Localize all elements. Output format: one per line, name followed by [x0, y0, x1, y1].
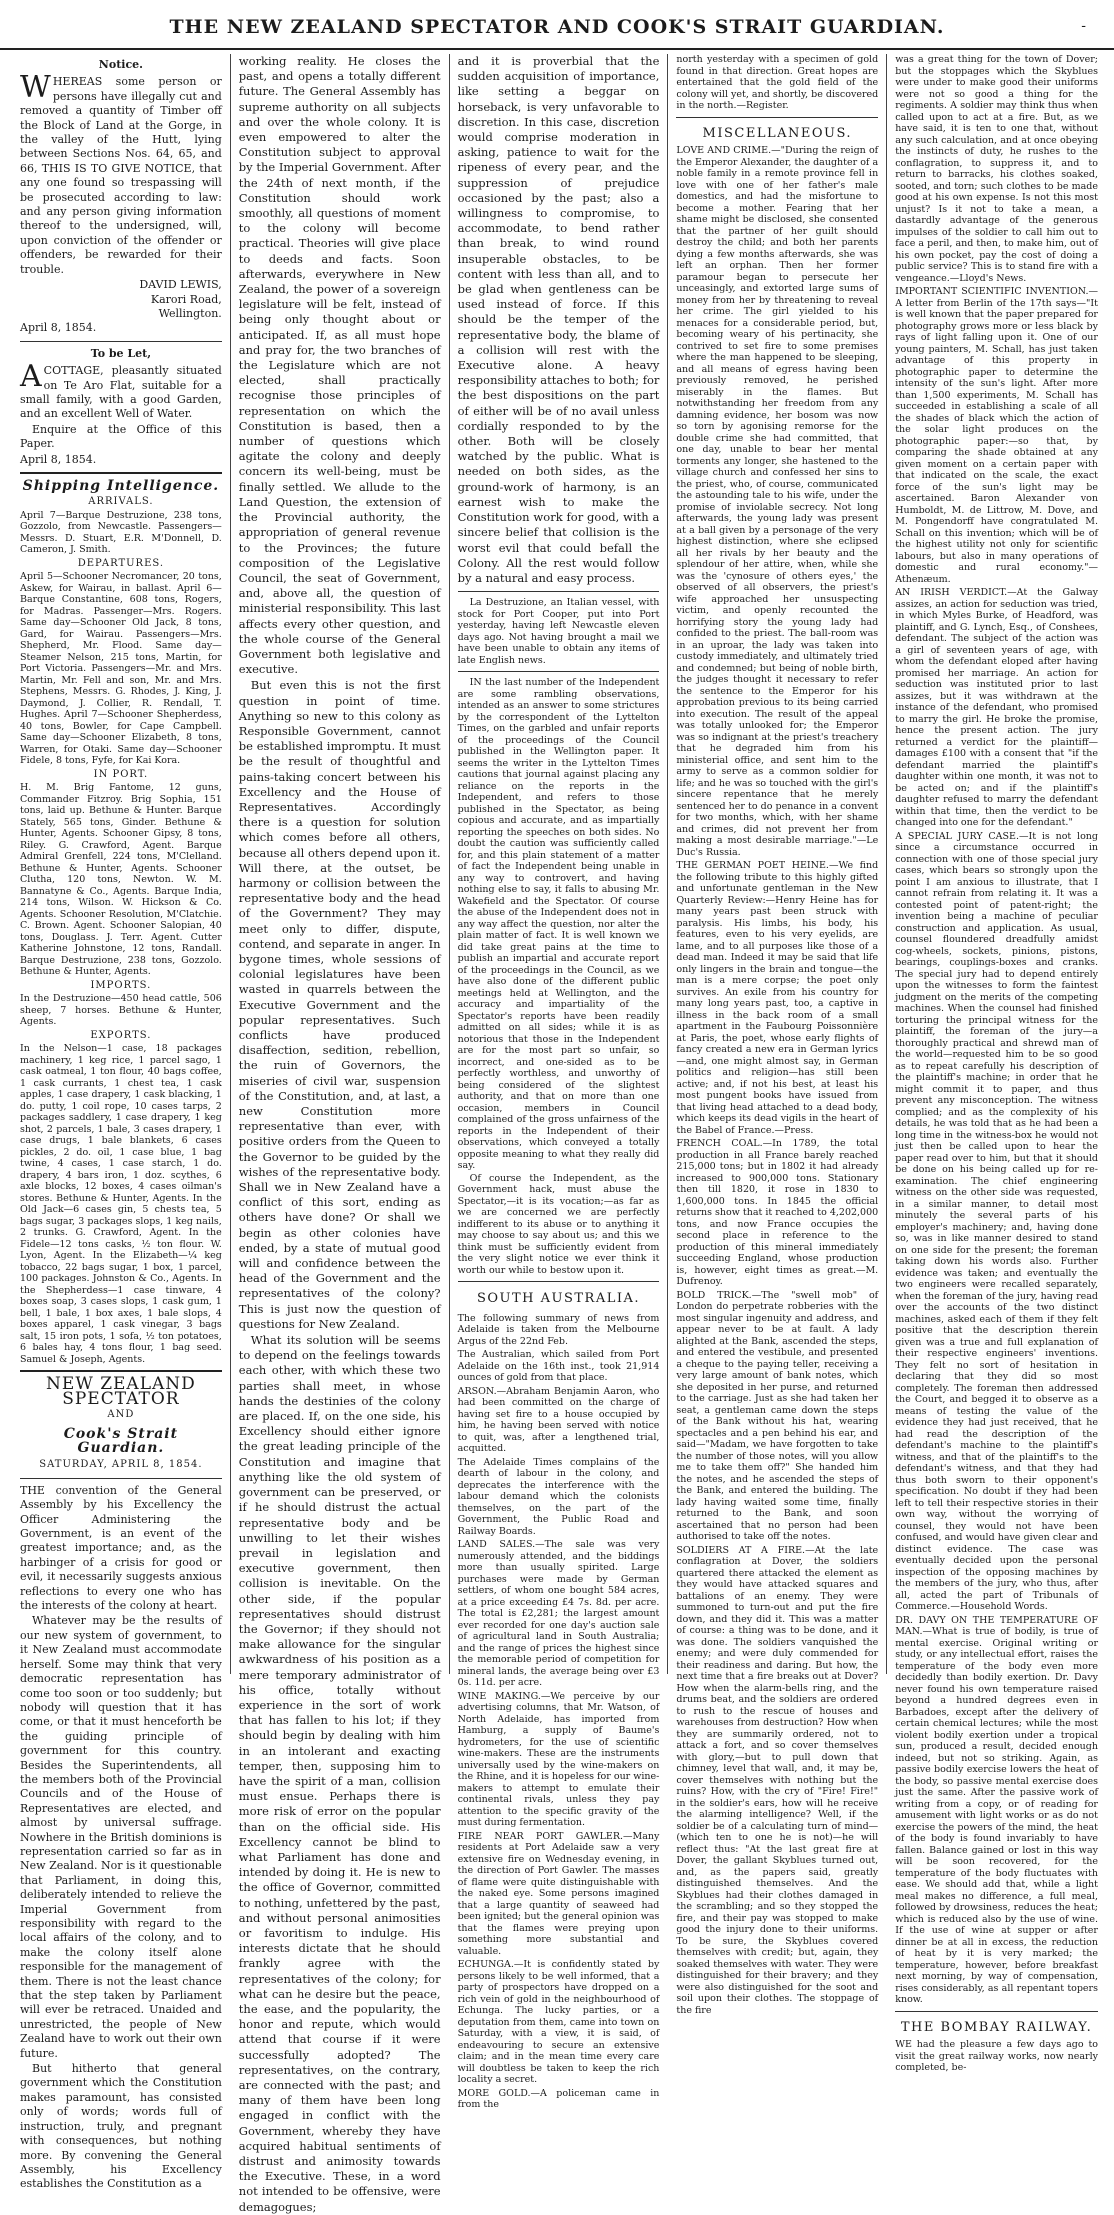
exports-text: In the Nelson—1 case, 18 packages machinery, 1 keg rice, 1 parcel sago, 1 cask oatmeal, 1 ton flour, 40 bags coffee, 1 cask currants, 1 chest tea, 1 cask apples, 1 case drapery, 1 cask blacking, 1 do. putty, 1 coil rope, 10 cases tarps, 2 packages saddlery, 1 case drapery, 1 keg shot, 2 parcels, 1 bale, 3 cases drapery, 1 case drugs, 1 bale blankets, 6 cases pickles, 2 do. oil, 1 case blue, 1 bag twine, 4 cases, 1 case starch, 1 do. drapery, 4 bars iron, 1 doz. scythes, 6 axle blocks, 12 boxes, 4 cases oilman's stores. Bethune & Hunter, Agents. In the Old Jack—6 cases gin, 5 chests tea, 5 bags sugar, 3 packages slops, 1 keg nails, 2 trunks. G. Crawford, Agent. In the Fidele—12 tons casks, ½ ton flour. W. Lyon, Agent. In the Elizabeth—¼ keg tobacco, 22 bags sugar, 1 box, 1 parcel, 100 packages. Johnston & Co., Agents. In the Shepherdess—1 case tinware, 4 boxes soap, 3 cases slops, 1 cask gum, 1 bell, 1 bale, 1 box axes, 1 bale slops, 4 boxes apparel, 1 cask vinegar, 3 bags salt, 15 iron pots, 1 sofa, ½ ton potatoes, 6 bales hay, 4 tons flour, 1 bag seed. Samuel & Joseph, Agents.	[20, 1043, 222, 1365]
bombay-railway-heading: THE BOMBAY RAILWAY.	[900, 2019, 1093, 2035]
divider	[20, 472, 222, 474]
news-item: IMPORTANT SCIENTIFIC INVENTION.—A letter from Berlin of the 17th says—"It is well known that the paper prepared for photography grows more or less black by rays of light falling upon it. One of our young painters, M. Schall, has just taken advantage of this property in photographic paper to determine the intensity of the sun's light. After more than 1,500 experiments, M. Schall has succeeded in establishing a scale of all the shades of black which the action of the solar light produces on the photographic paper:—so that, by comparing the shade obtained at any given moment on a certain paper with that indicated on the scale, the exact force of the sun's light may be ascertained. Baron Alexander von Humboldt, M. de Littrow, M. Dove, and M. Pongendorff have congratulated M. Schall on this invention; which will be of the highest utility not only for scientific labours, but also in many operations of domestic and rural economy."—Athenæum.	[895, 286, 1098, 585]
column-3	[450, 54, 669, 2111]
news-item: THE GERMAN POET HEINE.—We find the following tribute to this highly gifted and unfortunate gentleman in the New Quarterly Review:—Henry Heine has for many years past been struck with paralysis. His limbs, his body, his features, even to his very eyelids, are lame, and to all purposes like those of a dead man. Indeed it may be said that life only lingers in the brain and tongue—the man is a mere corpse; the poet only survives. An exile from his country for many long years past, too, a captive in illness in the back room of a small apartment in the Faubourg Poissonnière at Paris, the poet, whose early flights of fancy created a new era in German lyrics—and, one might almost say, in German politics and religion—has still been active; and, if not his best, at least his most pungent books have issued from that living head attached to a dead body, which keeps its dead vigils in the heart of the Babel of France.—Press.	[676, 860, 879, 1136]
news-item: WINE MAKING.—We perceive by our advertising columns, that Mr. Watson, of North Adelaide, has imported from Hamburg, a supply of Baume's hydrometers, for the use of scientific wine-makers. These are the instruments universally used by the wine-makers on the Rhine, and it is hopeless for our wine-makers to attempt to emulate their continental rivals, unless they pay attention to the specific gravity of the must during fermentation.	[457, 1690, 660, 1829]
inport-heading: IN PORT.	[93, 768, 149, 780]
divider	[20, 1370, 222, 1372]
news-item: Of course the Independent, as the Government hack, must abuse the Spectator,—it is its vocation;—as far as we are concerned we are perfectly indifferent to its abuse or to anything it may choose to say about us; and this we think must be sufficiently evident from the very slight notice we ever think it worth our while to bestow upon it.	[457, 1172, 660, 1276]
news-item: ECHUNGA.—It is confidently stated by persons likely to be well informed, that a party of prospectors have dropped on a rich vein of gold in the neighbourhood of Echunga. The lucky parties, or a deputation from them, came into town on Saturday, with a view, it is said, of endeavouring to secure an extensive claim; and in the mean time every care will doubtless be taken to keep the rich locality a secret.	[457, 1959, 660, 2086]
news-item: was a great thing for the town of Dover; but the stoppages which the Skyblues were under to make good their uniforms were not so good a thing for the regiments. A soldier may think thus when called upon to act at a fire. But, as we have said, it is ten to one that, without any such calculation, and at once obeying the instincts of duty, he rushes to the conflagration, to suppress it, and to return to barracks, his clothes soaked, sooted, and torn; such clothes to be made good at his own expense. Is not this most unjust? Is it not to take a mean, a dastardly advantage of the generous impulses of the soldier to call him out to face a peril, and then, to make him, out of his own pocket, pay the cost of doing a public service? This is to stand fire with a vengeance.—Lloyd's News.	[895, 54, 1098, 284]
news-item: north yesterday with a specimen of gold found in that direction. Great hopes are entertained that the gold field of the colony will yet, and shortly, be discovered in the north.—Register.	[676, 54, 879, 111]
editorial-paragraph: THE convention of the General Assembly by his Excellency the Officer Administering the Government, is an event of the greatest importance; and, as the harbinger of a crisis for good or evil, it necessarily suggests anxious reflections to every one who has the interests of the colony at heart.	[20, 1483, 222, 1613]
masthead-mark: -	[1081, 18, 1086, 34]
news-item: LOVE AND CRIME.—"During the reign of the Emperor Alexander, the daughter of a noble family in a remote province fell in love with one of her father's male domestics, and had the misfortune to become a mother. Fearing that her shame might be disclosed, she consented that the partner of her guilt should destroy the child; and both her parents dying a few months afterwards, she was left an orphan. Then her former paramour began to persecute her unceasingly, and extorted large sums of money from her by threatening to reveal her crime. The girl yielded to his menaces for a considerable period, but, becoming weary of his pertinacity, she contrived to set fire to some premises where the man happened to be sleeping, and all means of egress having been previously removed, he perished miserably in the flames. But notwithstanding her freedom from any damning evidence, her bosom was now so torn by agonising remorse for the double crime she had committed, that one day, unable to bear her mental torments any longer, she hastened to the village church and confessed her sins to the priest, who, of course, communicated the astounding tale to his wife, under the promise of inviolable secrecy. Not long afterwards, the young lady was present at a ball given by a personage of the very highest distinction, where she eclipsed all her rivals by her beauty and the splendour of her attire, when, while she was the 'cynosure of others eyes,' the observed of all observers, the priest's wife approached her unsuspecting victim, and openly recounted the horrifying story the young lady had confided to the priest. The ball-room was in an uproar, the lady was taken into custody immediately, and ultimately tried and condemned; but being of noble birth, the judges thought it necessary to refer the sentence to the Emperor for his approbation previous to its being carried into execution. The result of the appeal was totally unlooked for; the Emperor was so indignant at the priest's treachery that he degraded him from his ministerial office, and sent him to the army to serve as a common soldier for life; and he was so touched with the girl's sincere repentance that he merely sentenced her to do penance in a convent for two months, which, with her shame and crimes, did not prevent her from making a most desirable marriage."—Le Duc's Russia.	[676, 145, 879, 858]
masthead-title: THE NEW ZEALAND SPECTATOR AND COOK'S STRAIT GUARDIAN.	[169, 16, 945, 38]
news-item: ARSON.—Abraham Benjamin Aaron, who had been committed on the charge of having set fire to a house occupied by him, he having been served with notice to quit, was, after a lengthened trial, acquitted.	[457, 1385, 660, 1455]
shipping-section	[20, 496, 222, 1365]
notice-title: Notice.	[98, 58, 143, 71]
editorial-paragraph: What its solution will be seems to depend on the feelings towards each other, with which these two parties shall meet, in whose hands the destinies of the colony are placed. If, on the one side, his Excellency should either ignore the great leading principle of the Constitution and imagine that anything like the old system of government can be preserved, or if he should distrust the actual representative body and be unwilling to let their wishes prevail in legislation and executive government, then collision is inevitable. On the other side, if the popular representatives should distrust the Governor; if they should not make allowance for the singular awkwardness of his position as a mere temporary administrator of his office, totally without experience in the sort of work that has fallen to his lot; if they should begin by dealing with him in an intolerant and exacting temper, then, supposing him to have the spirit of a man, collision must ensue. Perhaps there is more risk of error on the popular than on the official side. His Excellency cannot be blind to what Parliament has done and intended by doing it. He is new to the office of Governor, committed to nothing, unfettered by the past, and without personal animosities or favoritism to indulge. His interests dictate that he should frankly agree with the representatives of the colony; for what can he desire but the peace, the ease, and the popularity, the honor and repute, which would attend that course if it were successfully adopted? The representatives, on the contrary, are connected with the past; and many of them have been long engaged in conflict with the Government, whereby they have acquired habitual sentiments of distrust and animosity towards the Executive. These, in a word not intended to be offensive, were demagogues;	[238, 1333, 441, 2214]
departures-heading: DEPARTURES.	[77, 557, 165, 569]
south-australia-heading: SOUTH AUSTRALIA.	[476, 1291, 641, 1307]
news-item: The Australian, which sailed from Port Adelaide on the 16th inst., took 21,914 ounces of gold from that place.	[457, 1349, 660, 1384]
news-item: DR. DAVY ON THE TEMPERATURE OF MAN.—What is true of bodily, is true of mental exercise. Original writing or study, or any intellectual effort, raises the temperature of the body even more decidedly than bodily exertion. Dr. Davy never found his own temperature raised beyond a hundred degrees even in Barbadoes, except after the delivery of certain chemical lectures; while the most violent bodily exertion under a tropical sun, produced a result, decided enough indeed, but not so striking. Again, as passive bodily exercise lowers the heat of the body, so passive mental exercise does just the same. After the passive work of writing from a copy, or of reading for amusement with light works or as do not exercise the powers of the mind, the heat of the body is found invariably to have fallen. Balance gained or lost in this way will be soon recovered, for the temperature of the body fluctuates with ease. We should add that, while a light meal makes no difference, a full meal, followed by drowsiness, reduces the heat; which is reduced also by the use of wine. If the use of wine at supper or after dinner be at all in excess, the reduction of heat by it is very marked; the temperature, however, before breakfast next morning, by way of compensation, rises considerably, as all repentant topers know.	[895, 1614, 1098, 2005]
editorial-paragraph: But even this is not the first question in point of time. Anything so new to this colony as Responsible Government, cannot be established impromptu. It must be the result of thoughtful and pains-taking concert between his Excellency and the House of Representatives. Accordingly there is a question for solution which comes before all others, because all others depend upon it. Will there, at the outset, be harmony or collision between the representative body and the head of the Government? They may meet only to differ, dispute, contend, and separate in anger. In bygone times, whole sessions of colonial legislatures have been wasted in quarrels between the Executive Government and the popular representatives. Such conflicts have produced disaffection, sedition, rebellion, the ruin of Governors, the miseries of civil war, suspension of the Constitution, and, at last, a new Constitution more representative than ever, with positive orders from the Queen to the Governor to be guided by the wishes of the representative body. Shall we in New Zealand have a conflict of this sort, ending as others have done? Or shall we begin as other colonies have ended, by a state of mutual good will and confidence between the head of the Government and the representatives of the colony? This is just now the question of questions for New Zealand.	[238, 678, 441, 1331]
news-item: FIRE NEAR PORT GAWLER.—Many residents at Port Adelaide saw a very extensive fire on Wednesday evening, in the direction of Port Gawler. The masses of flame were quite distinguishable with the naked eye. Some persons imagined that a large quantity of seaweed had been ignited; but the general opinion was that the flames were preying upon something more substantial and valuable.	[457, 1830, 660, 1957]
miscellaneous-heading: MISCELLANEOUS.	[702, 125, 853, 141]
inport-text: H. M. Brig Fantome, 12 guns, Commander Fitzroy. Brig Sophia, 151 tons, laid up. Bethune & Hunter. Barque Stately, 565 tons, Ginder. Bethune & Hunter, Agents. Schooner Gipsy, 8 tons, Riley. G. Crawford, Agent. Barque Admiral Grenfell, 224 tons, M'Clelland. Bethune & Hunter, Agents. Schooner Clutha, 120 tons, Newton. W. M. Bannatyne & Co., Agents. Barque India, 214 tons, Wilson. W. Hickson & Co. Agents. Schooner Resolution, M'Clatchie. C. Brown. Agent. Schooner Salopian, 40 tons, Douglass. J. Terr. Agent. Cutter Katherine Johnstone, 12 tons, Randall. Barque Destruzione, 238 tons, Gozzolo. Bethune & Hunter, Agents.	[20, 782, 222, 978]
notice-date: April 8, 1854.	[20, 321, 97, 335]
news-item: La Destruzione, an Italian vessel, with stock for Port Cooper, put into Port yesterday, having left Newcastle eleven days ago. Not having brought a mail we have been unable to obtain any items of late English news.	[457, 597, 660, 666]
column-4	[668, 54, 887, 2016]
editorial-paragraph: and it is proverbial that the sudden acquisition of importance, like setting a beggar on horseback, is very unfavorable to discretion. In this case, discretion would comprise moderation in asking, patience to wait for the ripeness of every pear, and the suppression of prejudice occasioned by the past; also a willingness to compromise, to accommodate, to bend rather than break, to wind round insuperable obstacles, to be content with less than all, and to be glad when gentleness can be used instead of force. If this should be the temper of the representative body, the blame of a collision will rest with the Executive alone. A heavy responsibility attaches to both; for the best dispositions on the part of either will be of no avail unless cordially responded to by the other. Both will be closely watched by the public. What is needed on both sides, as the ground-work of harmony, is an earnest wish to make the Constitution work for good, with a sincere belief that collision is the worst evil that could befall the Colony. All the rest would follow by a natural and easy process.	[457, 54, 660, 585]
paper-name: NEW ZEALAND SPECTATOR	[46, 1374, 196, 1409]
divider	[20, 341, 222, 342]
notice-address-1: Karori Road,	[150, 292, 222, 306]
tolet-body	[20, 359, 222, 422]
column-2	[231, 54, 450, 2214]
tolet-date: April 8, 1854.	[20, 452, 97, 466]
news-item: MORE GOLD.—A policeman came in from the	[457, 2087, 660, 2111]
notice-body	[20, 70, 222, 277]
tolet-title: To be Let,	[90, 346, 152, 360]
news-item: WE had the pleasure a few days ago to visit the great railway works, now nearly completed, be-	[895, 2039, 1098, 2073]
news-item: The Adelaide Times complains of the dearth of labour in the colony, and deprecates the interference with the labour demand which the colonists themselves, on the part of the Government, the Public Road and Railway Boards.	[457, 1456, 660, 1537]
news-item: BOLD TRICK.—The "swell mob" of London do perpetrate robberies with the most singular ingenuity and address, and appear never to be at fault. A lady alighted at the Bank, ascended the steps, and entered the vestibule, and presented a cheque to the paying teller, receiving a very large amount of bank notes, which she deposited in her purse, and returned to the carriage. Just as she had taken her seat, a gentleman came down the steps of the Bank without his hat, wearing spectacles and a pen behind his ear, and said—"Madam, we have forgotten to take the number of those notes, will you allow me to take them off?" She handed him the notes, and he ascended the steps of the Bank, and entered the building. The lady having waited some time, finally returned to the Bank, and soon ascertained that no person had been authorised to take off the notes.	[676, 1289, 879, 1542]
notice-body-text: HEREAS some person or persons have illegally cut and removed a quantity of Timber off the Block of Land at the Gorge, in the valley of the Hutt, lying between Sections Nos. 64, 65, and 66, THIS IS TO GIVE NOTICE, that any one found so trespassing will be prosecuted according to law: and any person giving information thereof to the undersigned, will, upon conviction of the offender or offenders, be rewarded for their trouble.	[20, 75, 222, 276]
paper-name-2: Cook's Strait Guardian.	[63, 1425, 179, 1456]
paper-and: AND	[107, 1409, 135, 1421]
paper-date: SATURDAY, APRIL 8, 1854.	[39, 1459, 203, 1471]
column-1	[12, 54, 231, 2191]
notice-dropcap: W	[20, 70, 51, 106]
news-item: A SPECIAL JURY CASE.—It is not long since a circumstance occurred in connection with one of those special jury cases, which bears so strongly upon the point I am anxious to illustrate, that I cannot refrain from relating it. It was a contested point of patent-right; the invention being a machine of peculiar construction and application. As usual, counsel floundered dreadfully amidst cog-wheels, sockets, pinions, pistons, bearings, couplings-boxes and cranks. The special jury had to depend entirely upon the witnesses to form the faintest judgment on the merits of the competing machines. When the counsel had finished torturing the principal witness for the plaintiff, the foreman of the jury—a thoroughly practical and shrewd man of the world—requested him to be so good as to repeat carefully his description of the plaintiff's machine; in order that he might commit it to paper, and thus prevent any misconception. The witness complied; and as the complexity of his details, he was told that as he had been a long time in the witness-box he would not just then be called upon to hear the paper read over to him, but that it should be done on his being called up for re-examination. The chief engineering witness on the other side was requested, in a similar manner, to detail most minutely the several parts of his employer's machinery; and, having done so, was in like manner desired to stand on one side for the present; the foreman taking down his words also. Further evidence was taken; and eventually the two engineers were recalled separately, when the foreman of the jury, having read over the accounts of the two distinct machines, asked each of them if they felt positive that the description therein given was a true and full explanation of their respective engineers' inventions. They felt no sort of hesitation in declaring that they did so most completely. The foreman then addressed the Court, and begged it to observe as a means of testing the value of the evidence they had just received, that he had read the description of the defendant's machine to the plaintiff's witness, and that of the plaintiff's to the defendant's witness, and that they had thus both sworn to their opponent's specification. No doubt if they had been left to tell their respective stories in their own way, without the worrying of counsel, they would not have been confused, and would have given clear and distinct evidence. The case was eventually decided upon the personal inspection of the opposing machines by the members of the jury, who thus, after all, acted the part of Tribunals of Commerce.—Household Words.	[895, 830, 1098, 1612]
south-australia-section	[458, 1313, 660, 2111]
editorial-paragraph: working reality. He closes the past, and opens a totally different future. The General Assembly has supreme authority on all subjects and over the whole colony. It is even empowered to alter the Constitution subject to approval by the Imperial Government. After the 24th of next month, if the Constitution should work smoothly, all questions of moment to the colony will become practical. Theories will give place to deeds and facts. Soon afterwards, everywhere in New Zealand, the power of a sovereign legislature will be felt, instead of being only thought about or anticipated. If, as all must hope and pray for, the two branches of the Legislature which are not elected, shall practically recognise those principles of representation on which the Constitution is based, then a number of questions which agitate the colony and deeply concern its well-being, must be finally settled. We allude to the Land Question, the extension of the Provincial authority, the appropriation of general revenue to the Provinces; the future composition of the Legislative Council, the seat of Government, and, above all, the question of ministerial responsibility. This last affects every other question, and the whole course of the General Government both legislative and executive.	[238, 54, 441, 677]
divider	[458, 591, 660, 592]
imports-text: In the Destruzione—450 head cattle, 506 sheep, 7 horses. Bethune & Hunter, Agents.	[20, 993, 222, 1028]
departures-text: April 5—Schooner Necromancer, 20 tons, Askew, for Wairau, in ballast. April 6—Barque Constantine, 608 tons, Rogers, for Madras. Passenger—Mrs. Rogers. Same day—Schooner Old Jack, 8 tons, Gard, for Wairau. Passengers—Mrs. Shepherd, Mr. Flood. Same day—Steamer Nelson, 215 tons, Martin, for Port Victoria. Passengers—Mr. and Mrs. Martin, Mr. Fell and son, Mr. and Mrs. Stephens, Messrs. G. Rhodes, J. King, J. Daymond, J. Collier, R. Rendall, T. Hughes. April 7—Schooner Shepherdess, 40 tons, Bowler, for Cape Campbell. Same day—Schooner Elizabeth, 8 tons, Warren, for Otaki. Same day—Schooner Fidele, 8 tons, Fyfe, for Kai Kora.	[20, 571, 222, 767]
arrivals-text: April 7—Barque Destruzione, 238 tons, Gozzolo, from Newcastle. Passengers—Messrs. D. Stuart, E.R. M'Donnell, D. Cameron, J. Smith.	[20, 509, 222, 556]
notice-signer: DAVID LEWIS,	[139, 278, 222, 292]
news-item: SOLDIERS AT A FIRE.—At the late conflagration at Dover, the soldiers quartered there attacked the element as they would have attacked squares and battalions of an enemy. They were summoned to turn-out and put the fire down, and they did it. This was a matter of course: a thing was to be done, and it was done. The soldiers vanquished the enemy; and were duly commended for their readiness and daring. But how, the next time that a fire breaks out at Dover? How when the alarm-bells ring, and the drums beat, and the soldiers are ordered to rush to the rescue of houses and warehouses from destruction? How when they are summarily ordered, not to attack a fort, and so cover themselves with glory,—but to pull down that chimney, level that wall, and, it may be, cover themselves with nothing but the ruins? How, with the cry of "Fire! Fire!" in the soldier's ears, how will he receive the alarming intelligence? Well, if the soldier be of a calculating turn of mind—(which ten to one he is not)—he will reflect thus: "At the last great fire at Dover, the gallant Skyblues turned out, and, as the papers said, greatly distinguished themselves. And the Skyblues had their clothes damaged in the scrambling; and so they stopped the fire, and their pay was stopped to make good the injury done to their uniforms. To be sure, the Skyblues covered themselves with credit; but, again, they soaked themselves with water. They were distinguished for their bravery; and they were also distinguished for the soot and soil upon their clothes. The stoppage of the fire	[676, 1544, 879, 2016]
news-item: IN the last number of the Independent are some rambling observations, intended as an answer to some strictures by the correspondent of the Lyttelton Times, on the garbled and unfair reports of the proceedings of the Council published in the Wellington paper. It seems the writer in the Lyttelton Times cautions that journal against placing any reliance on the reports in the Independent, and refers to those published in the Spectator, as being copious and accurate, and as impartially reporting the speeches on both sides. No doubt the caution was sufficiently called for, and this plain statement of a matter of fact the Independent being unable in any way to controvert, and having nothing else to say, it falls to abusing Mr. Wakefield and the Spectator. Of course the abuse of the Independent does not in any way affect the question, nor alter the plain matter of fact. It is well known we did take great pains at the time to publish an impartial and accurate report of the proceedings in the Council, as we have also done of the different public meetings held at Wellington, and the accuracy and impartiality of the Spectator's reports have been readily admitted on all sides; while it is as notorious that those in the Independent are for the most part so unfair, so incorrect, and one-sided as to be perfectly worthless, and unworthy of being considered of the slightest authority, and that on more than one occasion, members in Council complained of the gross unfairness of the reports in the Independent of their observations, which conveyed a totally opposite meaning to what they really did say.	[457, 677, 660, 1172]
news-item: AN IRISH VERDICT.—At the Galway assizes, an action for seduction was tried, in which Myles Burke, of Headford, was plaintiff, and G. Lynch, Esq., of Conshees, defendant. The subject of the action was a girl of seventeen years of age, with whom the defendant eloped after having promised her marriage. An action for seduction was instituted prior to last assizes, but it was withdrawn at the instance of the defendant, who promised to marry the girl. He broke the promise, hence the present action. The jury returned a verdict for the plaintiff—damages £100 with a consent that "if the defendant married the plaintiff's daughter within one month, it was not to be acted on; and if the plaintiff's daughter refused to marry the defendant within that time, then the verdict to be changed into one for the defendant."	[895, 587, 1098, 828]
masthead	[0, 0, 1114, 50]
notice-address-2: Wellington.	[158, 306, 222, 320]
divider	[20, 1478, 222, 1479]
editorial-paragraph: Whatever may be the results of our new system of government, to it New Zealand must accommodate herself. Some may think that very democratic representation has come too soon or too suddenly; but nobody will question that it has come, or that it must henceforth be the guiding principle of government for this country. Besides the Superintendents, all the members both of the Provincial Councils and of the House of Representatives are elected, and almost by universal suffrage. Nowhere in the British dominions is representation carried so far as in New Zealand. Nor is it questionable that Parliament, in doing this, deliberately intended to relieve the Imperial Government from responsibility with regard to the local affairs of the colony, and to make the colony itself alone responsible for the management of them. There is not the least chance that the step taken by Parliament will ever be retraced. Unaided and unrestricted, the people of New Zealand have to work out their own future.	[20, 1614, 222, 2060]
column-5	[887, 54, 1106, 2073]
divider	[895, 2011, 1098, 2012]
columns	[12, 54, 1106, 2214]
news-item: The following summary of news from Adelaide is taken from the Melbourne Argus of the 22nd Feb.	[457, 1312, 660, 1347]
exports-heading: EXPORTS.	[90, 1029, 152, 1041]
shipping-title: Shipping Intelligence.	[22, 477, 220, 494]
tolet-dropcap: A	[20, 359, 42, 395]
arrivals-heading: ARRIVALS.	[88, 496, 154, 508]
news-item: FRENCH COAL.—In 1789, the total production in all France barely reached 215,000 tons; but in 1802 it had already increased to 900,000 tons. Stationary then till 1820, it rose in 1830 to 1,600,000 tons. In 1845 the official returns show that it reached to 4,202,000 tons, and now France occupies the second place in reference to the production of this mineral immediately succeeding England, whose production is, however, eight times as great.—M. Dufrenoy.	[676, 1138, 879, 1287]
tolet-body-text: COTTAGE, pleasantly situated on Te Aro Flat, suitable for a small family, with a good Garden, and an excellent Well of Water.	[20, 364, 222, 421]
divider	[458, 1281, 660, 1282]
imports-heading: IMPORTS.	[90, 979, 152, 991]
editorial-paragraph: But hitherto that general government which the Constitution makes paramount, has consisted only of words; words full of instruction, truly, and pregnant with consequences, but nothing more. By convening the General Assembly, his Excellency establishes the Constitution as a	[20, 2062, 222, 2191]
divider	[676, 117, 878, 118]
tolet-enquire: Enquire at the Office of this Paper.	[20, 422, 222, 451]
news-item: LAND SALES.—The sale was very numerously attended, and the biddings more than usually spirited. Large purchases were made by German settlers, of whom one bought 584 acres, at a price exceeding £4 7s. 8d. per acre. The total is £2,281; the largest amount ever recorded for one day's auction sale of agricultural land in South Australia; and the range of prices the highest since the memorable period of competition for mineral lands, the average being over £3 0s. 11d. per acre.	[457, 1539, 660, 1689]
divider	[458, 671, 660, 672]
